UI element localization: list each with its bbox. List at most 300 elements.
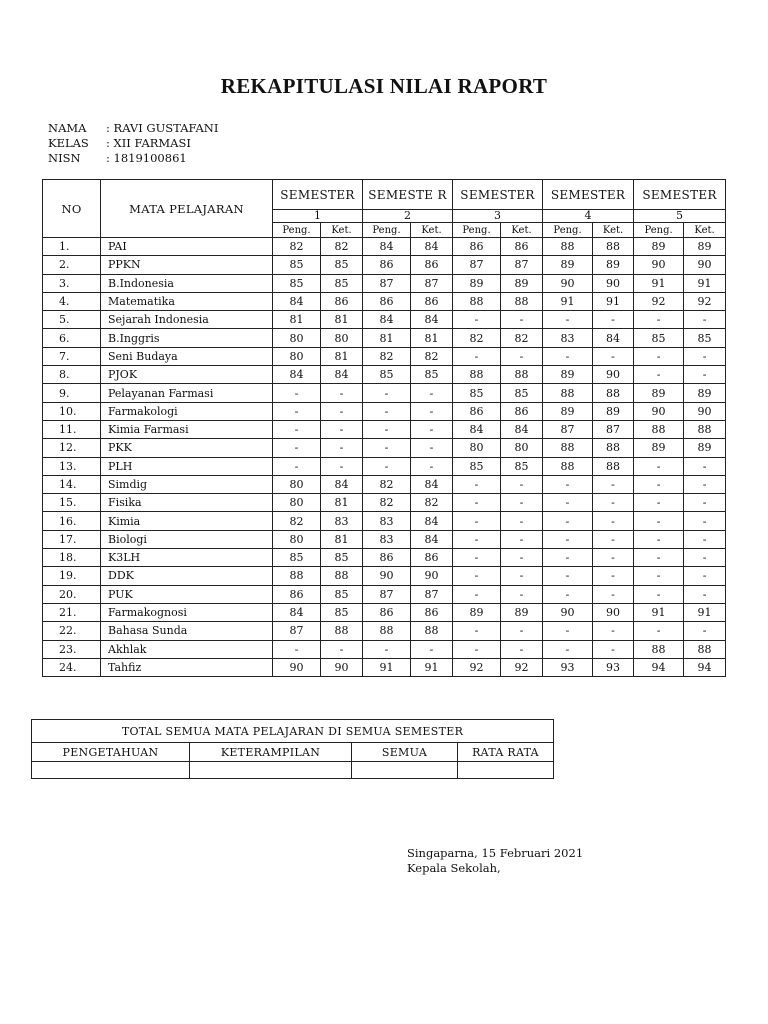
score-ket: 86 (321, 292, 363, 310)
header-semester-3: SEMESTER (453, 180, 543, 210)
score-ket: - (501, 640, 543, 658)
row-subject: Kimia (101, 512, 273, 530)
score-peng: - (634, 530, 684, 548)
row-number: 13. (43, 457, 101, 475)
score-ket: - (593, 530, 634, 548)
row-number: 21. (43, 603, 101, 621)
subheader-peng: Peng. (453, 223, 501, 238)
row-number: 1. (43, 238, 101, 256)
score-ket: 89 (593, 402, 634, 420)
score-ket: - (501, 494, 543, 512)
score-peng: - (634, 475, 684, 493)
score-ket: 85 (411, 366, 453, 384)
score-ket: - (593, 347, 634, 365)
student-class-value: : XII FARMASI (106, 136, 191, 150)
score-peng: - (453, 475, 501, 493)
score-ket: 86 (501, 402, 543, 420)
score-peng: 87 (453, 256, 501, 274)
row-subject: Fisika (101, 494, 273, 512)
score-peng: - (543, 311, 593, 329)
table-row (43, 512, 726, 530)
score-peng: 87 (543, 420, 593, 438)
score-ket: - (411, 384, 453, 402)
score-ket: 84 (411, 512, 453, 530)
score-peng: 82 (453, 329, 501, 347)
score-ket: 93 (593, 658, 634, 676)
score-ket: 86 (411, 603, 453, 621)
subheader-peng: Peng. (363, 223, 411, 238)
score-peng: - (543, 640, 593, 658)
score-ket: 80 (501, 439, 543, 457)
totals-header-keterampilan: KETERAMPILAN (190, 743, 352, 762)
header-semester-5: SEMESTER (634, 180, 726, 210)
totals-value-rata-rata (458, 762, 554, 779)
score-peng: - (273, 457, 321, 475)
score-ket: 82 (321, 238, 363, 256)
score-ket: 85 (684, 329, 726, 347)
score-peng: 89 (453, 274, 501, 292)
score-ket: - (411, 439, 453, 457)
totals-header-rata-rata: RATA RATA (458, 743, 554, 762)
score-ket: 85 (321, 603, 363, 621)
semester-number-5: 5 (634, 210, 726, 223)
score-peng: 88 (273, 567, 321, 585)
table-row (43, 494, 726, 512)
score-peng: 85 (634, 329, 684, 347)
subheader-ket: Ket. (411, 223, 453, 238)
score-peng: 83 (543, 329, 593, 347)
table-row (43, 420, 726, 438)
score-ket: 86 (411, 256, 453, 274)
row-subject: Bahasa Sunda (101, 622, 273, 640)
score-peng: - (543, 512, 593, 530)
semester-number-3: 3 (453, 210, 543, 223)
score-peng: - (453, 549, 501, 567)
score-peng: - (453, 512, 501, 530)
score-ket: - (593, 475, 634, 493)
totals-title: TOTAL SEMUA MATA PELAJARAN DI SEMUA SEMESTER (32, 720, 554, 743)
score-ket: - (501, 347, 543, 365)
table-row (43, 329, 726, 347)
score-peng: 84 (363, 238, 411, 256)
score-ket: 91 (684, 274, 726, 292)
row-subject: Pelayanan Farmasi (101, 384, 273, 402)
score-peng: 90 (634, 402, 684, 420)
row-number: 7. (43, 347, 101, 365)
row-number: 22. (43, 622, 101, 640)
score-ket: - (321, 457, 363, 475)
score-peng: 92 (634, 292, 684, 310)
score-peng: 80 (273, 475, 321, 493)
score-ket: 84 (321, 475, 363, 493)
score-peng: 84 (363, 311, 411, 329)
score-peng: - (363, 457, 411, 475)
score-peng: - (543, 347, 593, 365)
score-peng: - (363, 420, 411, 438)
score-peng: - (634, 585, 684, 603)
score-ket: 86 (501, 238, 543, 256)
row-subject: Farmakognosi (101, 603, 273, 621)
table-row (43, 311, 726, 329)
score-ket: 85 (321, 256, 363, 274)
score-peng: 91 (634, 603, 684, 621)
score-ket: - (321, 384, 363, 402)
student-name-row (48, 121, 218, 136)
table-row (43, 603, 726, 621)
score-ket: 88 (593, 238, 634, 256)
score-ket: 88 (684, 420, 726, 438)
score-peng: 90 (273, 658, 321, 676)
score-peng: 90 (543, 274, 593, 292)
score-peng: 88 (634, 420, 684, 438)
row-number: 15. (43, 494, 101, 512)
score-ket: 85 (501, 384, 543, 402)
score-peng: 86 (453, 238, 501, 256)
row-number: 19. (43, 567, 101, 585)
score-ket: - (593, 585, 634, 603)
score-ket: - (684, 475, 726, 493)
score-peng: 82 (273, 512, 321, 530)
score-ket: 88 (501, 366, 543, 384)
score-peng: 89 (543, 256, 593, 274)
score-ket: - (684, 457, 726, 475)
row-number: 8. (43, 366, 101, 384)
score-peng: - (543, 585, 593, 603)
row-subject: B.Inggris (101, 329, 273, 347)
score-peng: 88 (543, 238, 593, 256)
score-peng: 94 (634, 658, 684, 676)
score-ket: 84 (411, 238, 453, 256)
score-ket: - (593, 567, 634, 585)
subheader-ket: Ket. (501, 223, 543, 238)
score-peng: 84 (273, 292, 321, 310)
row-number: 17. (43, 530, 101, 548)
score-peng: 83 (363, 530, 411, 548)
score-ket: - (501, 311, 543, 329)
row-subject: Kimia Farmasi (101, 420, 273, 438)
score-peng: 84 (273, 366, 321, 384)
score-ket: 85 (321, 549, 363, 567)
score-peng: 86 (273, 585, 321, 603)
signature-role: Kepala Sekolah, (407, 861, 501, 875)
score-peng: 86 (363, 603, 411, 621)
table-row (43, 585, 726, 603)
table-row (43, 292, 726, 310)
score-peng: 80 (273, 494, 321, 512)
score-ket: 90 (684, 402, 726, 420)
score-peng: 82 (363, 475, 411, 493)
score-ket: 89 (501, 274, 543, 292)
score-ket: - (501, 475, 543, 493)
score-ket: - (684, 585, 726, 603)
table-row (43, 402, 726, 420)
semester-number-1: 1 (273, 210, 363, 223)
score-ket: - (593, 494, 634, 512)
table-row (43, 256, 726, 274)
row-subject: Matematika (101, 292, 273, 310)
score-ket: - (593, 622, 634, 640)
score-ket: - (321, 439, 363, 457)
score-peng: 89 (634, 238, 684, 256)
row-number: 18. (43, 549, 101, 567)
score-ket: - (684, 622, 726, 640)
score-peng: - (363, 402, 411, 420)
score-ket: 87 (411, 274, 453, 292)
row-subject: Farmakologi (101, 402, 273, 420)
row-number: 4. (43, 292, 101, 310)
row-number: 3. (43, 274, 101, 292)
score-peng: 91 (543, 292, 593, 310)
score-peng: - (363, 439, 411, 457)
signature-place-date: Singaparna, 15 Februari 2021 (407, 846, 584, 860)
score-ket: 88 (684, 640, 726, 658)
table-row (43, 530, 726, 548)
score-peng: - (453, 494, 501, 512)
semester-number-4: 4 (543, 210, 634, 223)
score-peng: - (543, 622, 593, 640)
score-peng: 89 (543, 366, 593, 384)
score-ket: - (501, 530, 543, 548)
totals-value-semua (352, 762, 458, 779)
score-peng: - (453, 347, 501, 365)
student-class-label: KELAS (48, 136, 89, 150)
grades-table (42, 179, 726, 677)
score-peng: 85 (273, 256, 321, 274)
table-row (43, 238, 726, 256)
score-ket: 90 (593, 274, 634, 292)
score-peng: 89 (634, 439, 684, 457)
score-ket: - (684, 530, 726, 548)
row-subject: PKK (101, 439, 273, 457)
score-ket: - (411, 640, 453, 658)
score-ket: 91 (684, 603, 726, 621)
page-title: REKAPITULASI NILAI RAPORT (220, 74, 548, 98)
score-peng: 85 (453, 457, 501, 475)
row-number: 2. (43, 256, 101, 274)
score-peng: - (453, 311, 501, 329)
score-ket: - (684, 567, 726, 585)
score-ket: 88 (411, 622, 453, 640)
row-subject: PUK (101, 585, 273, 603)
score-ket: 90 (593, 366, 634, 384)
student-class-row (48, 136, 218, 151)
score-peng: 87 (363, 274, 411, 292)
score-peng: 86 (453, 402, 501, 420)
subheader-ket: Ket. (593, 223, 634, 238)
score-ket: - (593, 512, 634, 530)
score-ket: - (501, 585, 543, 603)
score-peng: 89 (453, 603, 501, 621)
score-ket: 86 (411, 292, 453, 310)
table-row (43, 457, 726, 475)
score-peng: - (273, 640, 321, 658)
row-subject: DDK (101, 567, 273, 585)
row-number: 23. (43, 640, 101, 658)
score-peng: 82 (363, 494, 411, 512)
score-peng: - (453, 640, 501, 658)
score-ket: 84 (593, 329, 634, 347)
row-subject: B.Indonesia (101, 274, 273, 292)
student-nisn-row (48, 151, 218, 166)
score-ket: - (684, 311, 726, 329)
score-peng: - (543, 494, 593, 512)
score-peng: - (543, 530, 593, 548)
subheader-ket: Ket. (321, 223, 363, 238)
score-peng: - (543, 549, 593, 567)
score-peng: 82 (273, 238, 321, 256)
subheader-peng: Peng. (634, 223, 684, 238)
score-ket: 92 (501, 658, 543, 676)
score-ket: 85 (321, 585, 363, 603)
score-peng: - (634, 311, 684, 329)
score-ket: - (501, 567, 543, 585)
score-peng: - (543, 567, 593, 585)
score-ket: - (501, 622, 543, 640)
score-ket: - (501, 512, 543, 530)
score-peng: - (453, 530, 501, 548)
table-row (43, 274, 726, 292)
row-number: 12. (43, 439, 101, 457)
table-row (43, 549, 726, 567)
score-ket: 84 (411, 311, 453, 329)
totals-header-semua: SEMUA (352, 743, 458, 762)
score-ket: 87 (411, 585, 453, 603)
row-number: 11. (43, 420, 101, 438)
score-ket: 88 (593, 439, 634, 457)
score-peng: 83 (363, 512, 411, 530)
score-peng: 84 (453, 420, 501, 438)
score-peng: 86 (363, 292, 411, 310)
score-peng: 87 (363, 585, 411, 603)
score-ket: - (593, 640, 634, 658)
score-peng: - (634, 567, 684, 585)
score-ket: - (411, 420, 453, 438)
score-peng: - (273, 439, 321, 457)
row-number: 9. (43, 384, 101, 402)
score-ket: 86 (411, 549, 453, 567)
row-number: 14. (43, 475, 101, 493)
score-ket: 88 (501, 292, 543, 310)
row-number: 10. (43, 402, 101, 420)
score-peng: - (634, 457, 684, 475)
score-ket: 87 (501, 256, 543, 274)
row-subject: Simdig (101, 475, 273, 493)
score-peng: 88 (363, 622, 411, 640)
row-subject: PPKN (101, 256, 273, 274)
table-row (43, 567, 726, 585)
score-ket: 88 (593, 457, 634, 475)
score-ket: 88 (593, 384, 634, 402)
score-ket: 90 (321, 658, 363, 676)
score-peng: 88 (453, 366, 501, 384)
score-peng: 91 (634, 274, 684, 292)
score-peng: 80 (453, 439, 501, 457)
totals-header-pengetahuan: PENGETAHUAN (32, 743, 190, 762)
row-subject: PAI (101, 238, 273, 256)
student-info (48, 121, 218, 166)
score-peng: 85 (273, 274, 321, 292)
signature-block (407, 846, 583, 876)
score-peng: - (363, 640, 411, 658)
row-subject: Akhlak (101, 640, 273, 658)
header-no: NO (43, 180, 101, 238)
score-peng: 84 (273, 603, 321, 621)
score-peng: 81 (363, 329, 411, 347)
header-semester-4: SEMESTER (543, 180, 634, 210)
score-peng: - (634, 347, 684, 365)
score-ket: 92 (684, 292, 726, 310)
row-number: 5. (43, 311, 101, 329)
score-ket: 89 (684, 439, 726, 457)
score-ket: 80 (321, 329, 363, 347)
subheader-ket: Ket. (684, 223, 726, 238)
score-peng: 86 (363, 256, 411, 274)
score-ket: 91 (411, 658, 453, 676)
row-subject: Sejarah Indonesia (101, 311, 273, 329)
row-subject: Tahfiz (101, 658, 273, 676)
score-peng: 85 (363, 366, 411, 384)
row-number: 20. (43, 585, 101, 603)
score-ket: - (684, 347, 726, 365)
row-number: 6. (43, 329, 101, 347)
semester-number-2: 2 (363, 210, 453, 223)
totals-table (31, 719, 554, 779)
score-ket: - (501, 549, 543, 567)
score-ket: 84 (501, 420, 543, 438)
subheader-peng: Peng. (543, 223, 593, 238)
score-peng: 87 (273, 622, 321, 640)
student-nisn-value: : 1819100861 (106, 151, 187, 165)
score-peng: 88 (634, 640, 684, 658)
table-row (43, 658, 726, 676)
score-peng: 88 (453, 292, 501, 310)
totals-value-pengetahuan (32, 762, 190, 779)
score-peng: - (543, 475, 593, 493)
score-peng: - (453, 622, 501, 640)
score-peng: - (363, 384, 411, 402)
score-ket: - (411, 457, 453, 475)
score-peng: - (634, 622, 684, 640)
score-ket: 85 (501, 457, 543, 475)
score-peng: - (634, 494, 684, 512)
score-peng: - (273, 384, 321, 402)
student-name-value: : RAVI GUSTAFANI (106, 121, 219, 135)
score-ket: - (321, 420, 363, 438)
score-ket: 82 (411, 347, 453, 365)
row-subject: Biologi (101, 530, 273, 548)
score-ket: 89 (593, 256, 634, 274)
score-ket: - (321, 402, 363, 420)
table-row (43, 366, 726, 384)
score-peng: - (453, 567, 501, 585)
score-ket: 89 (684, 384, 726, 402)
score-peng: 90 (634, 256, 684, 274)
score-ket: - (593, 549, 634, 567)
score-ket: 85 (321, 274, 363, 292)
score-ket: 84 (321, 366, 363, 384)
table-row (43, 384, 726, 402)
grades-body (43, 238, 726, 677)
score-peng: 91 (363, 658, 411, 676)
score-ket: 81 (321, 347, 363, 365)
score-peng: - (273, 420, 321, 438)
score-ket: - (321, 640, 363, 658)
table-row (43, 439, 726, 457)
score-peng: 90 (543, 603, 593, 621)
table-row (43, 347, 726, 365)
score-peng: - (453, 585, 501, 603)
score-peng: 85 (453, 384, 501, 402)
